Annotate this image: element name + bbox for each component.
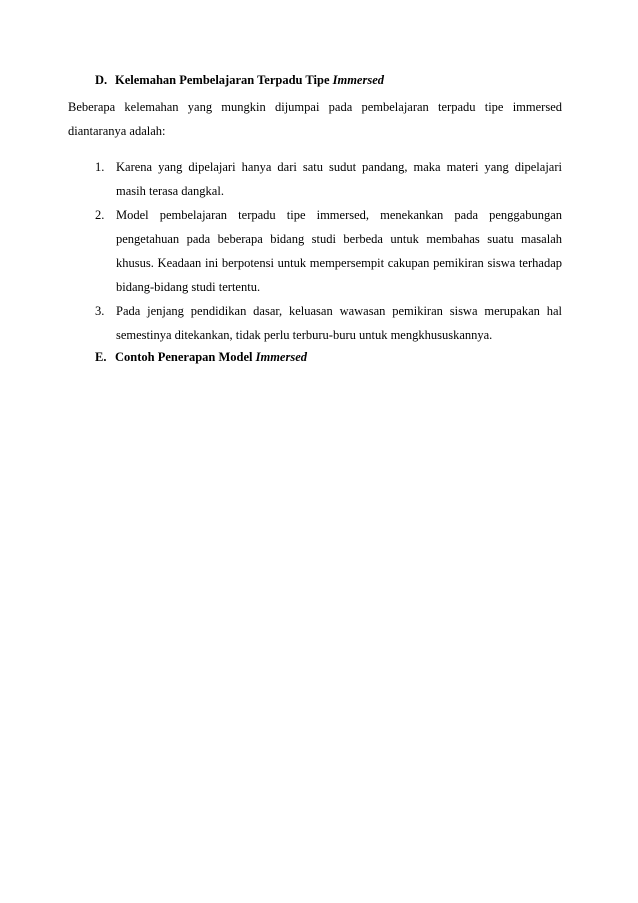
list-item <box>95 203 562 299</box>
list-item-number: 1. <box>95 160 105 174</box>
section-e-number: E. <box>95 350 107 364</box>
weakness-list <box>95 155 562 347</box>
list-item-text: Model pembelajaran terpadu tipe immersed, menekankan pada penggabungan pengetahuan pada beberapa bidang studi berbeda untuk membahas suatu masalah khusus. Keadaan ini berpotensi untuk mempersempit cakupan pemikiran siswa terhadap bidang-bidang studi tertentu. <box>116 208 562 294</box>
list-item <box>95 155 562 203</box>
section-d-title-italic: Immersed <box>332 73 385 87</box>
section-e-title: Contoh Penerapan Model <box>115 350 256 364</box>
section-e-title-italic: Immersed <box>255 350 308 364</box>
section-d-title: Kelemahan Pembelajaran Terpadu Tipe <box>115 73 333 87</box>
section-d-heading <box>95 73 384 88</box>
section-e-heading <box>95 350 307 365</box>
list-item <box>95 299 562 347</box>
list-item-text: Pada jenjang pendidikan dasar, keluasan wawasan pemikiran siswa merupakan hal semestinya ditekankan, tidak perlu terburu-buru untuk mengkhususkannya. <box>116 304 562 342</box>
list-item-number: 3. <box>95 304 105 318</box>
list-item-text: Karena yang dipelajari hanya dari satu sudut pandang, maka materi yang dipelajari masih terasa dangkal. <box>116 160 562 198</box>
list-item-number: 2. <box>95 208 105 222</box>
section-d-number: D. <box>95 73 108 87</box>
intro-paragraph: Beberapa kelemahan yang mungkin dijumpai pada pembelajaran terpadu tipe immersed diantaranya adalah: <box>68 100 562 138</box>
